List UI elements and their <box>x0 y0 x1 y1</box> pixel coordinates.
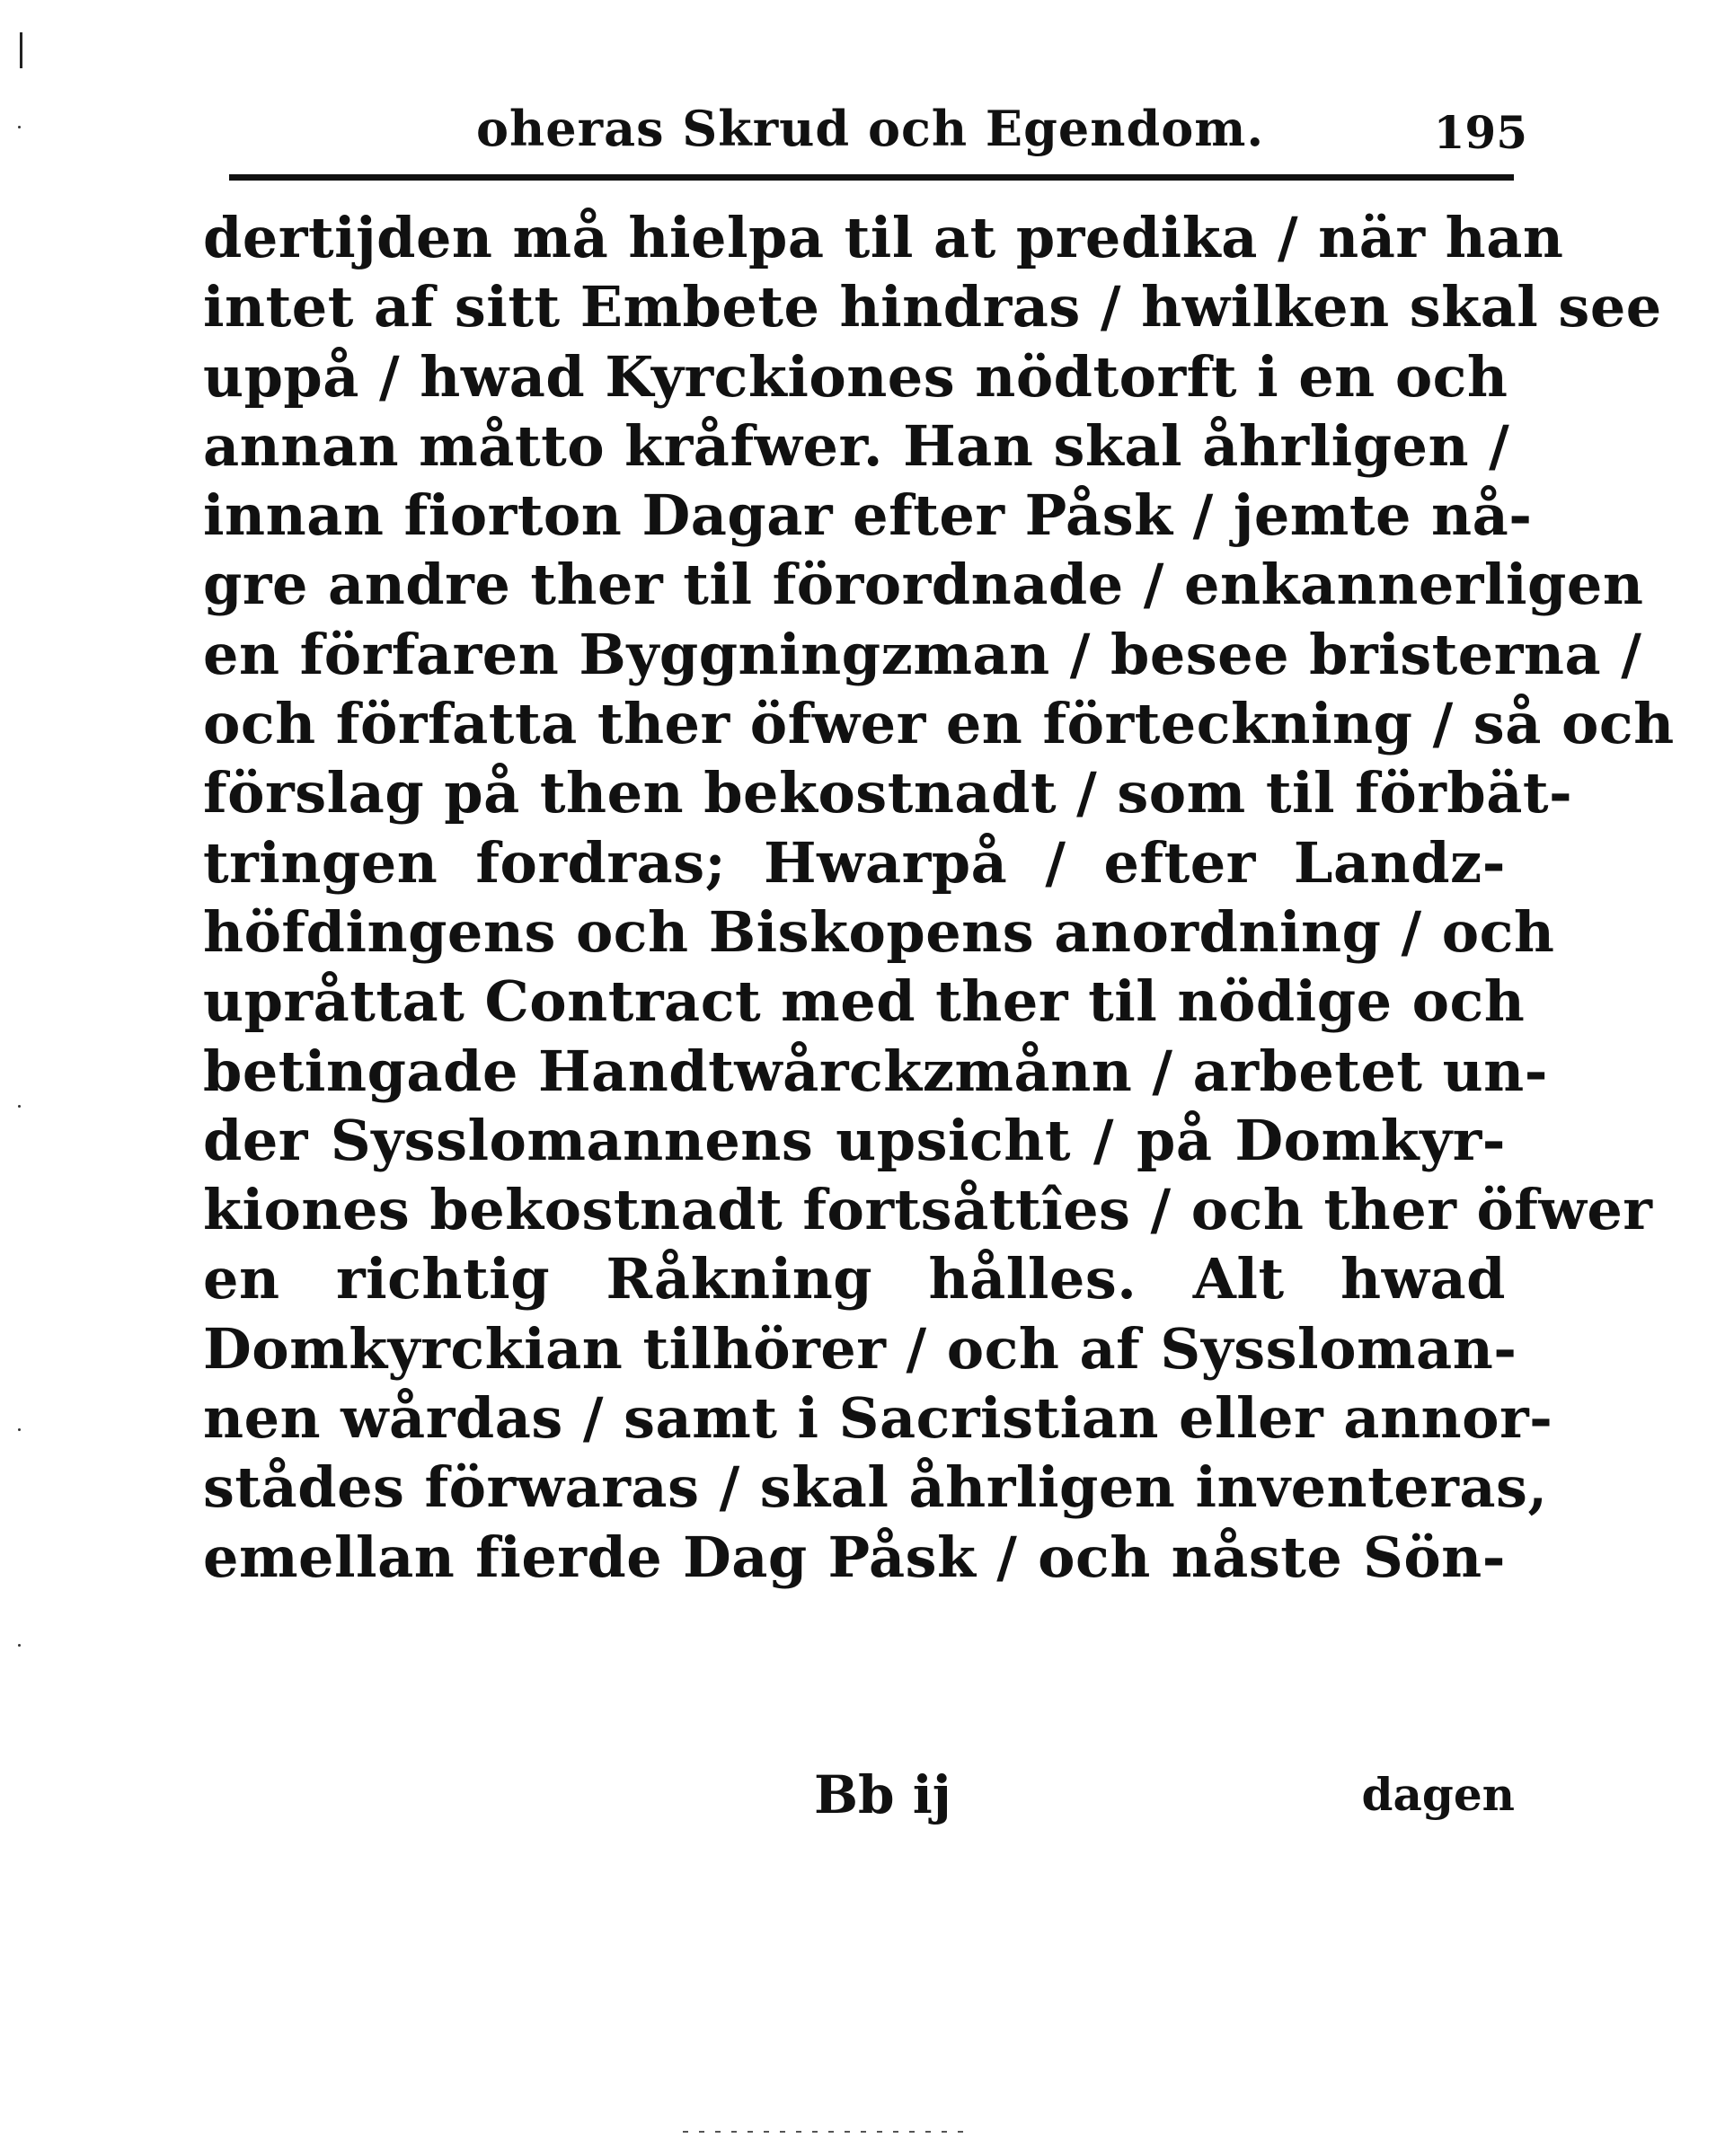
text-line: en richtig Råkning hålles. Alt hwad <box>203 1246 1506 1312</box>
catchline <box>203 1759 1515 1831</box>
text-line: förslag på then bekostnadt / som til förbät- <box>203 760 1573 826</box>
text-line: emellan fierde Dag Påsk / och nåste Sön- <box>203 1524 1506 1590</box>
text-line: en förfaren Byggningzman / besee bristerna / <box>203 621 1642 687</box>
text-line: nen wårdas / samt i Sacristian eller annor- <box>203 1385 1553 1452</box>
text-line: der Sysslomannens upsicht / på Domkyr- <box>203 1107 1506 1173</box>
text-line: upråttat Contract med ther til nödige och <box>203 968 1526 1035</box>
body-text <box>203 203 1675 1784</box>
running-head: oheras Skrud och Egendom. <box>476 100 1265 157</box>
catchword: dagen <box>1361 1768 1515 1821</box>
text-line: innan fiorton Dagar efter Påsk / jemte nå- <box>203 482 1533 549</box>
bottom-edge-speckle <box>683 2131 970 2133</box>
header-rule <box>229 174 1514 181</box>
margin-speck <box>18 1644 21 1647</box>
margin-speck <box>18 1105 21 1108</box>
text-line: betingade Handtwårckzmånn / arbetet un- <box>203 1038 1548 1104</box>
text-line: tringen fordras; Hwarpå / efter Landz- <box>203 829 1506 896</box>
margin-speck <box>18 1428 21 1431</box>
text-line: dertijden må hielpa til at predika / när han <box>203 205 1564 270</box>
text-line: kiones bekostnadt fortsåttîes / och ther öfwer <box>203 1177 1653 1243</box>
text-line: annan måtto kråfwer. Han skal åhrligen / <box>203 412 1510 479</box>
text-line: Domkyrckian tilhörer / och af Syssloman- <box>203 1315 1517 1382</box>
margin-speck <box>18 126 21 128</box>
text-line: intet af sitt Embete hindras / hwilken skal see <box>203 274 1662 340</box>
text-line: gre andre ther til förordnade / enkannerligen <box>203 552 1644 618</box>
margin-mark-top <box>20 32 22 68</box>
signature-mark: Bb ij <box>814 1764 951 1825</box>
text-line: och författa ther öfwer en förteckning / så och <box>203 691 1675 757</box>
text-line: höfdingens och Biskopens anordning / och <box>203 898 1555 965</box>
text-line: stådes förwaras / skal åhrligen inventeras, <box>203 1454 1548 1521</box>
page-number: 195 <box>1433 106 1527 159</box>
text-line: uppå / hwad Kyrckiones nödtorft i en och <box>203 343 1508 410</box>
